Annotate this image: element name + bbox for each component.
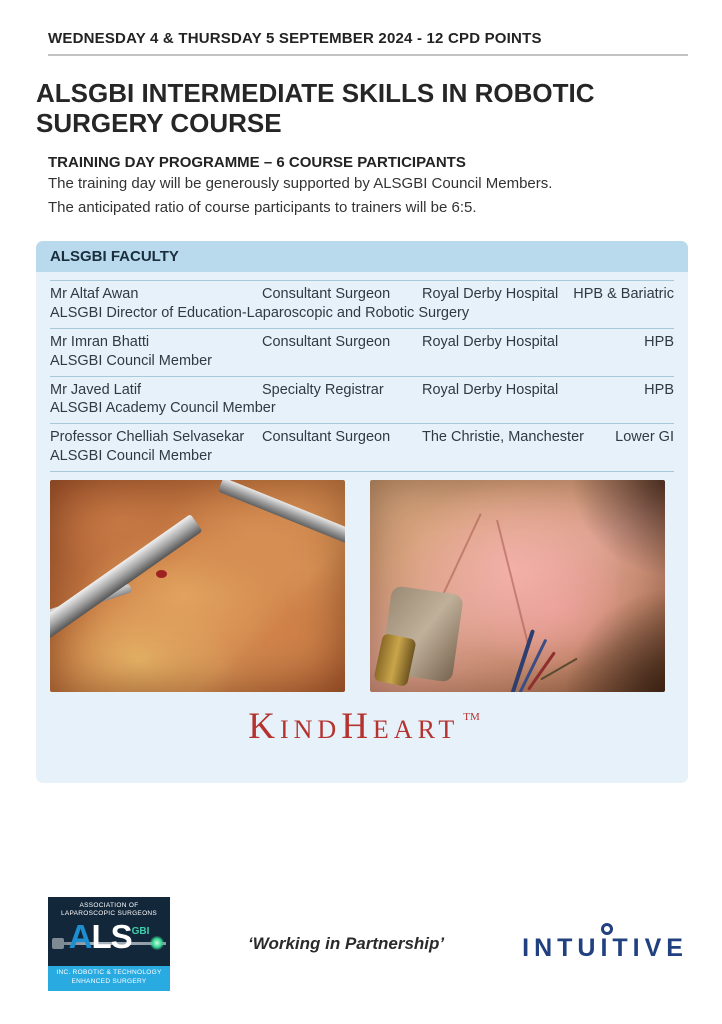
als-band-line1: INC. ROBOTIC & TECHNOLOGY (56, 969, 162, 976)
faculty-role: Consultant Surgeon (262, 286, 391, 303)
als-gbi-logo (48, 897, 170, 991)
faculty-hospital: The Christie, Manchester (422, 429, 584, 446)
als-logo-main (48, 897, 170, 966)
tissue-spot (156, 570, 167, 578)
intuitive-logo (522, 924, 688, 963)
page-title: ALSGBI INTERMEDIATE SKILLS IN ROBOTIC SURGERY COURSE (36, 78, 595, 139)
als-acronym (48, 917, 170, 955)
als-band-line2: ENHANCED SURGERY (71, 977, 147, 985)
als-association-text (48, 902, 170, 919)
faculty-row (50, 280, 674, 329)
faculty-row (50, 329, 674, 377)
faculty-row (50, 377, 674, 425)
faculty-specialty: HPB (644, 333, 674, 350)
als-assoc-line1: ASSOCIATION OF (79, 902, 139, 909)
als-gbi-suffix: GBI (131, 925, 150, 937)
intro-line-1: The training day will be generously supported by ALSGBI Council Members. (48, 174, 553, 192)
intuitive-dotted-i (600, 934, 612, 962)
footer-logos (48, 897, 688, 991)
faculty-name: Professor Chelliah Selvasekar (50, 429, 245, 446)
faculty-role: Consultant Surgeon (262, 429, 391, 446)
intuitive-letter-i: I (600, 934, 613, 963)
intro-line-2: The anticipated ratio of course participants to trainers will be 6:5. (48, 198, 477, 216)
kindheart-letter: H (341, 705, 373, 747)
partnership-tagline: ‘Working in Partnership’ (247, 933, 445, 953)
surgery-photo-left (50, 480, 345, 692)
kindheart-letters: EART (372, 714, 460, 744)
kindheart-letter: K (248, 705, 280, 747)
surgery-photos (50, 480, 674, 692)
faculty-position: ALSGBI Council Member (50, 352, 212, 369)
faculty-name: Mr Javed Latif (50, 381, 142, 398)
faculty-hospital: Royal Derby Hospital (422, 381, 559, 398)
faculty-role: Consultant Surgeon (262, 333, 391, 350)
faculty-panel (36, 241, 688, 783)
faculty-table (50, 280, 674, 472)
intuitive-letters: INTU (522, 934, 601, 963)
faculty-position: ALSGBI Council Member (50, 448, 212, 465)
faculty-position: ALSGBI Academy Council Member (50, 400, 276, 417)
als-letters-ls: LS (91, 917, 132, 955)
faculty-role: Specialty Registrar (262, 381, 384, 398)
date-cpd-line: WEDNESDAY 4 & THURSDAY 5 SEPTEMBER 2024 - 12 CPD POINTS (48, 30, 542, 47)
faculty-specialty: HPB (644, 381, 674, 398)
faculty-specialty: HPB & Bariatric (573, 286, 674, 303)
intro-section (48, 154, 688, 218)
faculty-specialty: Lower GI (615, 429, 674, 446)
faculty-name: Mr Altaf Awan (50, 286, 139, 303)
faculty-row (50, 424, 674, 472)
kindheart-letters: IND (279, 714, 342, 744)
tissue-crease (496, 520, 530, 649)
header-divider (48, 54, 688, 56)
instrument-fitting (373, 633, 416, 687)
trademark-symbol: TM (463, 710, 480, 723)
surgery-photo-right (370, 480, 665, 692)
faculty-position: ALSGBI Director of Education-Laparoscopic and Robotic Surgery (50, 305, 470, 322)
als-logo-band (48, 966, 170, 991)
kindheart-logo (36, 705, 688, 783)
programme-heading: TRAINING DAY PROGRAMME – 6 COURSE PARTICIPANTS (48, 153, 466, 171)
als-letter-a: A (68, 917, 92, 955)
faculty-name: Mr Imran Bhatti (50, 333, 150, 350)
laparoscopic-instrument-icon (218, 480, 345, 549)
als-assoc-line2: LAPAROSCOPIC SURGEONS (60, 910, 158, 918)
faculty-hospital: Royal Derby Hospital (422, 333, 559, 350)
intuitive-letters: TIVE (612, 934, 688, 963)
faculty-hospital: Royal Derby Hospital (422, 286, 559, 303)
faculty-heading: ALSGBI FACULTY (36, 241, 688, 272)
